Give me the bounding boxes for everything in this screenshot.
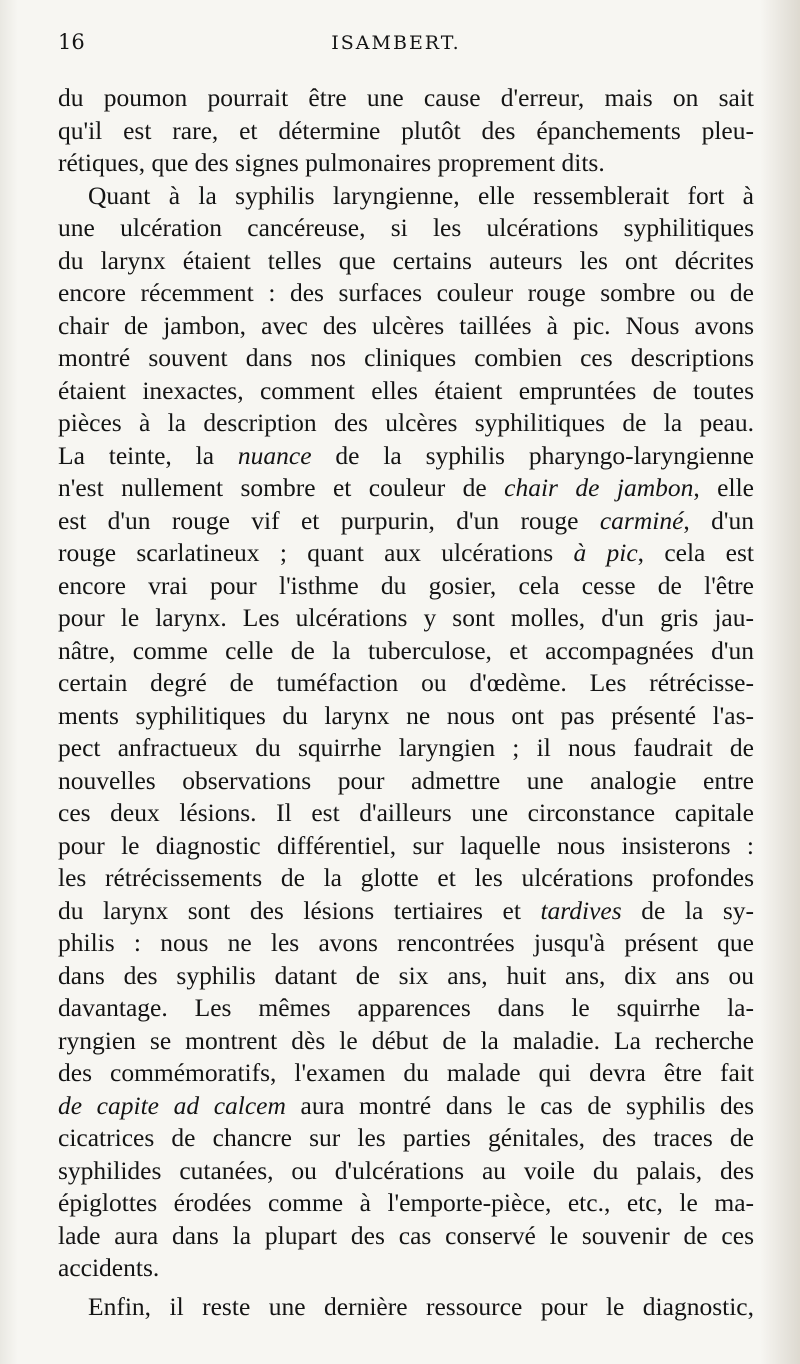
- text-line: qu'il est rare, et détermine plutôt des épanchements pleu-: [58, 115, 754, 145]
- italic-phrase: tardives: [540, 895, 622, 925]
- text-line: les rétrécissements de la glotte et les ulcérations profondes: [58, 863, 754, 892]
- text-line: rouge scarlatineux ; quant aux ulcérations à pic, cela est: [58, 538, 754, 567]
- text-line: chair de jambon, avec des ulcères taillées à pic. Nous avons: [58, 310, 754, 340]
- text-line: pour le diagnostic différentiel, sur laquelle nous insisterons :: [58, 830, 754, 860]
- text-line: une ulcération cancéreuse, si les ulcérations syphilitiques: [58, 213, 754, 242]
- text-line: pour le larynx. Les ulcérations y sont molles, d'un gris jau-: [58, 603, 754, 632]
- text-line: accidents.: [58, 1253, 160, 1282]
- text-line: est d'un rouge vif et purpurin, d'un rouge carminé, d'un: [58, 505, 754, 535]
- text-line: lade aura dans la plupart des cas conservé le souvenir de ces: [58, 1220, 754, 1250]
- text-line: certain degré de tuméfaction ou d'œdème. Les rétrécisse-: [58, 668, 754, 697]
- page-number: 16: [58, 30, 85, 54]
- text-line: Quant à la syphilis laryngienne, elle ressemblerait fort à: [88, 180, 754, 210]
- text-line: du larynx sont des lésions tertiaires et tardives de la sy-: [58, 895, 754, 925]
- text-line: Enfin, il reste une dernière ressource pour le diagnostic,: [88, 1291, 754, 1321]
- text-line: nâtre, comme celle de la tuberculose, et accompagnées d'un: [58, 635, 754, 665]
- text-line: encore vrai pour l'isthme du gosier, cela cesse de l'être: [58, 570, 754, 600]
- text-line: dans des syphilis datant de six ans, huit ans, dix ans ou: [58, 960, 754, 990]
- text-line: du larynx étaient telles que certains auteurs les ont décrites: [58, 245, 754, 275]
- text-line: montré souvent dans nos cliniques combien ces descriptions: [58, 343, 754, 372]
- text-line: ces deux lésions. Il est d'ailleurs une circonstance capitale: [58, 798, 754, 827]
- text-line: philis : nous ne les avons rencontrées jusqu'à présent que: [58, 928, 754, 957]
- text-line: pect anfractueux du squirrhe laryngien ; il nous faudrait de: [58, 733, 754, 762]
- italic-phrase: chair de jambon: [504, 473, 694, 502]
- page-header: [58, 30, 754, 78]
- italic-phrase: à pic: [573, 538, 638, 567]
- text-line: encore récemment : des surfaces couleur rouge sombre ou de: [58, 278, 754, 307]
- text-line: ments syphilitiques du larynx ne nous ont pas présenté l'as-: [58, 700, 754, 730]
- text-line: rétiques, que des signes pulmonaires proprement dits.: [58, 148, 605, 177]
- body-text: [58, 82, 754, 1323]
- running-head: ISAMBERT.: [331, 32, 461, 54]
- text-line: étaient inexactes, comment elles étaient empruntées de toutes: [58, 375, 754, 405]
- italic-phrase: nuance: [237, 440, 312, 470]
- text-line: La teinte, la nuance de la syphilis pharyngo-laryngienne: [58, 440, 754, 470]
- text-line: syphilides cutanées, ou d'ulcérations au voile du palais, des: [58, 1155, 754, 1185]
- text-line: de capite ad calcem aura montré dans le cas de syphilis des: [58, 1090, 754, 1120]
- text-line: pièces à la description des ulcères syphilitiques de la peau.: [58, 408, 754, 437]
- text-line: n'est nullement sombre et couleur de chair de jambon, elle: [58, 473, 754, 502]
- text-line: nouvelles observations pour admettre une analogie entre: [58, 765, 754, 795]
- text-line: ryngien se montrent dès le début de la maladie. La recherche: [58, 1025, 754, 1055]
- italic-phrase: carminé: [599, 505, 684, 535]
- italic-phrase: de capite ad calcem: [58, 1090, 286, 1120]
- text-line: cicatrices de chancre sur les parties génitales, des traces de: [58, 1123, 754, 1152]
- text-line: du poumon pourrait être une cause d'erreur, mais on sait: [58, 83, 754, 112]
- text-line: davantage. Les mêmes apparences dans le squirrhe la-: [58, 993, 754, 1022]
- text-line: épiglottes érodées comme à l'emporte-pièce, etc., etc, le ma-: [58, 1188, 754, 1217]
- text-line: des commémoratifs, l'examen du malade qui devra être fait: [58, 1058, 754, 1087]
